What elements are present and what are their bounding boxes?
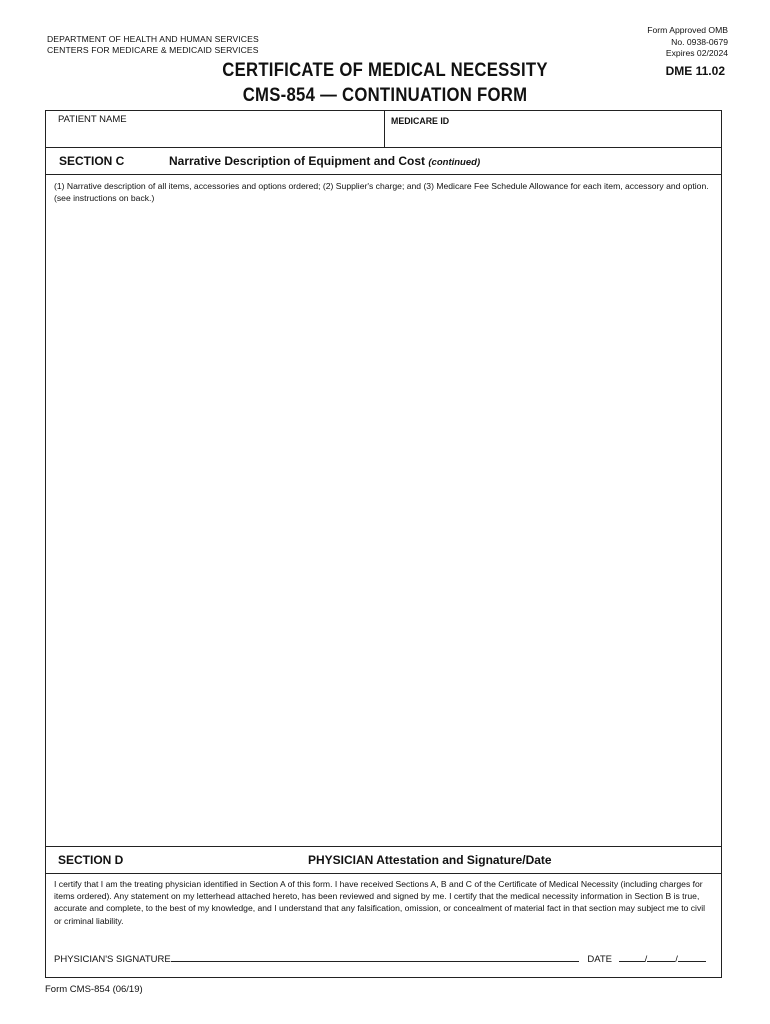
physician-signature-field[interactable] [171, 952, 579, 962]
omb-line-2: No. 0938-0679 [671, 36, 728, 47]
attestation-text: I certify that I am the treating physician identified in Section A of this form. I have received Sections A, B and C of the Certificate of Medical Necessity (including charges for items ordered). Any statement on my letterhead attached hereto, has been reviewed and signed by me. I certify that the medical necessity information in Section B is true, accurate and complete, to the best of my knowledge, and I understand that any falsification, omission, or concealment of material fact in that section may subject me to civil or criminal liability. [54, 879, 706, 926]
agency-header [47, 34, 259, 56]
patient-name-label: PATIENT NAME [58, 114, 127, 125]
section-c-title [169, 154, 480, 168]
section-d-top-rule [45, 846, 722, 847]
date-separator-2: / [675, 954, 678, 965]
omb-approval [647, 25, 728, 60]
section-c-label: SECTION C [59, 154, 125, 168]
signature-row [54, 952, 706, 965]
date-month-field[interactable] [619, 952, 645, 962]
title-line-2: CMS-854 — CONTINUATION FORM [242, 85, 528, 106]
date-day-field[interactable] [647, 952, 675, 962]
narrative-description-field[interactable] [49, 205, 718, 845]
section-c-title-suffix: (continued) [428, 157, 481, 168]
medicare-id-field[interactable] [390, 128, 718, 145]
section-c-top-rule [45, 147, 722, 148]
patient-name-field[interactable] [47, 126, 380, 145]
dme-code: DME 11.02 [665, 64, 725, 78]
form-title [46, 58, 724, 108]
section-c-instructions: (1) Narrative description of all items, accessories and options ordered; (2) Supplier's charge; and (3) Medicare Fee Schedule Allowance for each item, accessory and option. (see instructions on back.) [54, 181, 709, 204]
agency-line-2: CENTERS FOR MEDICARE & MEDICAID SERVICES [47, 45, 259, 55]
signature-label: PHYSICIAN'S SIGNATURE [54, 954, 171, 965]
medicare-id-label: MEDICARE ID [391, 116, 450, 126]
section-d-label: SECTION D [58, 853, 124, 867]
omb-line-3: Expires 02/2024 [665, 48, 728, 58]
patient-divider [384, 110, 385, 147]
section-d-title: PHYSICIAN Attestation and Signature/Date [308, 853, 552, 867]
agency-line-1: DEPARTMENT OF HEALTH AND HUMAN SERVICES [47, 34, 259, 44]
section-c-header-rule [45, 174, 722, 175]
title-line-1: CERTIFICATE OF MEDICAL NECESSITY [222, 60, 548, 81]
date-year-field[interactable] [678, 952, 706, 962]
date-label: DATE [587, 954, 612, 965]
date-separator-1: / [644, 954, 648, 965]
section-c-title-text: Narrative Description of Equipment and Cost [169, 154, 426, 168]
form-footer: Form CMS-854 (06/19) [45, 984, 143, 995]
section-d-header-rule [45, 873, 722, 874]
omb-line-1: Form Approved OMB [647, 25, 728, 35]
